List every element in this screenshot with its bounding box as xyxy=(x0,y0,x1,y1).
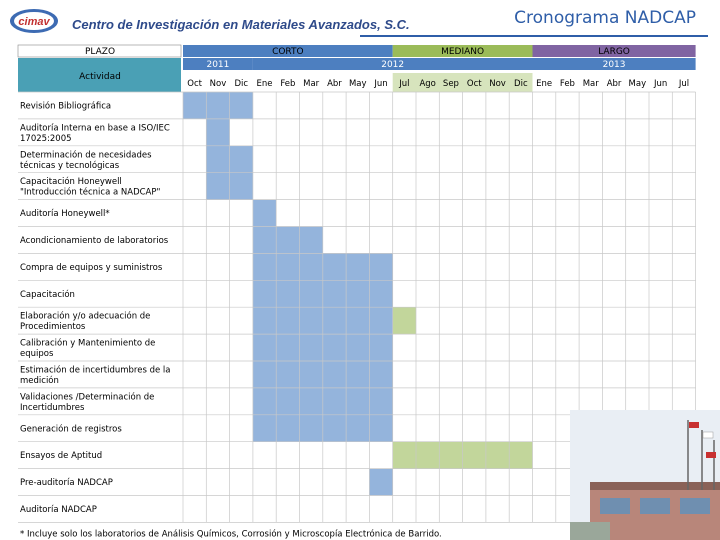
month-label-15: Ene xyxy=(536,79,553,89)
month-label-20: Jun xyxy=(654,79,668,89)
month-label-0: Oct xyxy=(187,79,203,89)
task-cell-blue-14-8 xyxy=(369,469,392,496)
month-label-19: May xyxy=(628,79,647,89)
month-label-6: Abr xyxy=(327,79,342,89)
month-label-10: Ago xyxy=(419,79,436,89)
activity-label-2: Determinación de necesidades xyxy=(20,150,152,161)
activity-label-0: Revisión Bibliográfica xyxy=(20,101,112,112)
activity-label-8: Elaboración y/o adecuación de xyxy=(20,311,151,322)
task-cell-blue-3-1 xyxy=(206,173,229,200)
task-cell-blue-3-2 xyxy=(230,173,253,200)
task-cell-blue-7-3 xyxy=(253,280,276,307)
task-cell-green-13-12 xyxy=(463,442,486,469)
task-cell-blue-11-3 xyxy=(253,388,276,415)
month-label-3: Ene xyxy=(256,79,273,89)
activity-label-11: Incertidumbres xyxy=(20,402,85,413)
month-label-8: Jun xyxy=(374,79,388,89)
task-cell-blue-12-8 xyxy=(369,415,392,442)
task-cell-blue-0-1 xyxy=(206,92,229,119)
task-cell-blue-10-8 xyxy=(369,361,392,388)
activity-label-13: Ensayos de Aptitud xyxy=(20,451,103,462)
task-cell-green-13-10 xyxy=(416,442,439,469)
phase-label-0: CORTO xyxy=(272,47,304,57)
month-label-4: Feb xyxy=(280,79,296,89)
task-cell-blue-6-7 xyxy=(346,253,369,280)
task-cell-blue-9-4 xyxy=(276,334,299,361)
task-cell-green-13-11 xyxy=(439,442,462,469)
task-cell-blue-2-1 xyxy=(206,146,229,173)
activity-label-3: "Introducción técnica a NADCAP" xyxy=(20,187,161,198)
month-label-12: Oct xyxy=(466,79,482,89)
plazo-header-label: PLAZO xyxy=(84,47,116,57)
task-cell-blue-6-6 xyxy=(323,253,346,280)
task-cell-blue-7-4 xyxy=(276,280,299,307)
task-cell-blue-12-3 xyxy=(253,415,276,442)
year-label-2: 2013 xyxy=(602,60,626,70)
task-cell-green-13-9 xyxy=(393,442,416,469)
activity-label-15: Auditoría NADCAP xyxy=(20,504,97,515)
year-label-0: 2011 xyxy=(206,60,230,70)
task-cell-blue-10-3 xyxy=(253,361,276,388)
activity-label-5: Acondicionamiento de laboratorios xyxy=(20,235,169,246)
activity-label-11: Validaciones /Determinación de xyxy=(20,392,155,403)
task-cell-blue-10-7 xyxy=(346,361,369,388)
task-cell-blue-8-7 xyxy=(346,307,369,334)
task-cell-blue-7-5 xyxy=(300,280,323,307)
activity-label-1: 17025:2005 xyxy=(20,133,72,144)
building-photo xyxy=(570,410,720,540)
activity-label-9: equipos xyxy=(20,349,54,360)
task-cell-blue-7-8 xyxy=(369,280,392,307)
task-cell-blue-10-4 xyxy=(276,361,299,388)
activity-label-8: Procedimientos xyxy=(20,322,86,333)
task-cell-blue-8-4 xyxy=(276,307,299,334)
activity-label-6: Compra de equipos y suministros xyxy=(20,262,163,273)
task-cell-blue-5-3 xyxy=(253,227,276,254)
month-label-1: Nov xyxy=(209,79,227,89)
activity-label-10: medición xyxy=(20,375,59,386)
task-cell-blue-7-7 xyxy=(346,280,369,307)
page-title: Cronograma NADCAP xyxy=(514,8,696,28)
org-name: Centro de Investigación en Materiales Avanzados, S.C. xyxy=(72,17,410,32)
task-cell-blue-4-3 xyxy=(253,200,276,227)
month-label-11: Sep xyxy=(442,79,459,89)
task-cell-blue-5-4 xyxy=(276,227,299,254)
task-cell-green-13-14 xyxy=(509,442,532,469)
month-label-2: Dic xyxy=(234,79,249,89)
task-cell-blue-9-3 xyxy=(253,334,276,361)
task-cell-blue-10-6 xyxy=(323,361,346,388)
month-label-13: Nov xyxy=(489,79,506,89)
month-label-21: Jul xyxy=(678,79,690,89)
task-cell-blue-1-1 xyxy=(206,119,229,146)
task-cell-blue-12-6 xyxy=(323,415,346,442)
activity-label-12: Generación de registros xyxy=(20,424,122,435)
task-cell-blue-5-5 xyxy=(300,227,323,254)
task-cell-blue-12-4 xyxy=(276,415,299,442)
activity-label-3: Capacitación Honeywell xyxy=(20,177,122,188)
activity-label-14: Pre-auditoría NADCAP xyxy=(20,478,113,489)
task-cell-blue-6-4 xyxy=(276,253,299,280)
activity-label-7: Capacitación xyxy=(20,289,75,300)
logo-text: cimav xyxy=(18,16,50,28)
footnote: * Incluye solo los laboratorios de Análisis Químicos, Corrosión y Microscopía Electrónica de Barrido. xyxy=(20,529,442,540)
activity-label-2: técnicas y tecnológicas xyxy=(20,160,120,171)
task-cell-blue-8-5 xyxy=(300,307,323,334)
actividad-header-label: Actividad xyxy=(79,72,121,82)
month-label-9: Jul xyxy=(399,79,410,89)
task-cell-blue-9-5 xyxy=(300,334,323,361)
activity-label-1: Auditoría Interna en base a ISO/IEC xyxy=(20,123,170,134)
activity-label-4: Auditoría Honeywell* xyxy=(20,209,110,220)
task-cell-blue-11-6 xyxy=(323,388,346,415)
task-cell-blue-2-2 xyxy=(230,146,253,173)
month-label-16: Feb xyxy=(559,79,575,89)
task-cell-blue-9-6 xyxy=(323,334,346,361)
task-cell-blue-0-0 xyxy=(183,92,206,119)
phase-label-1: MEDIANO xyxy=(441,47,485,57)
task-cell-blue-6-3 xyxy=(253,253,276,280)
phase-label-2: LARGO xyxy=(598,47,630,57)
task-cell-blue-8-6 xyxy=(323,307,346,334)
month-label-5: Mar xyxy=(303,79,320,89)
task-cell-blue-9-7 xyxy=(346,334,369,361)
activity-label-9: Calibración y Mantenimiento de xyxy=(20,338,156,349)
month-label-14: Dic xyxy=(514,79,528,89)
task-cell-blue-11-7 xyxy=(346,388,369,415)
task-cell-blue-12-7 xyxy=(346,415,369,442)
month-label-18: Abr xyxy=(606,79,622,89)
task-cell-blue-6-8 xyxy=(369,253,392,280)
activity-label-10: Estimación de incertidumbres de la xyxy=(20,365,171,376)
task-cell-green-13-13 xyxy=(486,442,509,469)
task-cell-blue-8-8 xyxy=(369,307,392,334)
task-cell-blue-6-5 xyxy=(300,253,323,280)
task-cell-blue-11-5 xyxy=(300,388,323,415)
task-cell-blue-7-6 xyxy=(323,280,346,307)
year-label-1: 2012 xyxy=(381,60,405,70)
task-cell-green-8-9 xyxy=(393,307,416,334)
month-band-mediano xyxy=(393,73,533,92)
task-cell-blue-9-8 xyxy=(369,334,392,361)
task-cell-blue-10-5 xyxy=(300,361,323,388)
task-cell-blue-0-2 xyxy=(230,92,253,119)
task-cell-blue-12-5 xyxy=(300,415,323,442)
month-label-7: May xyxy=(348,79,367,89)
task-cell-blue-11-4 xyxy=(276,388,299,415)
task-cell-blue-11-8 xyxy=(369,388,392,415)
month-label-17: Mar xyxy=(582,79,599,89)
task-cell-blue-8-3 xyxy=(253,307,276,334)
